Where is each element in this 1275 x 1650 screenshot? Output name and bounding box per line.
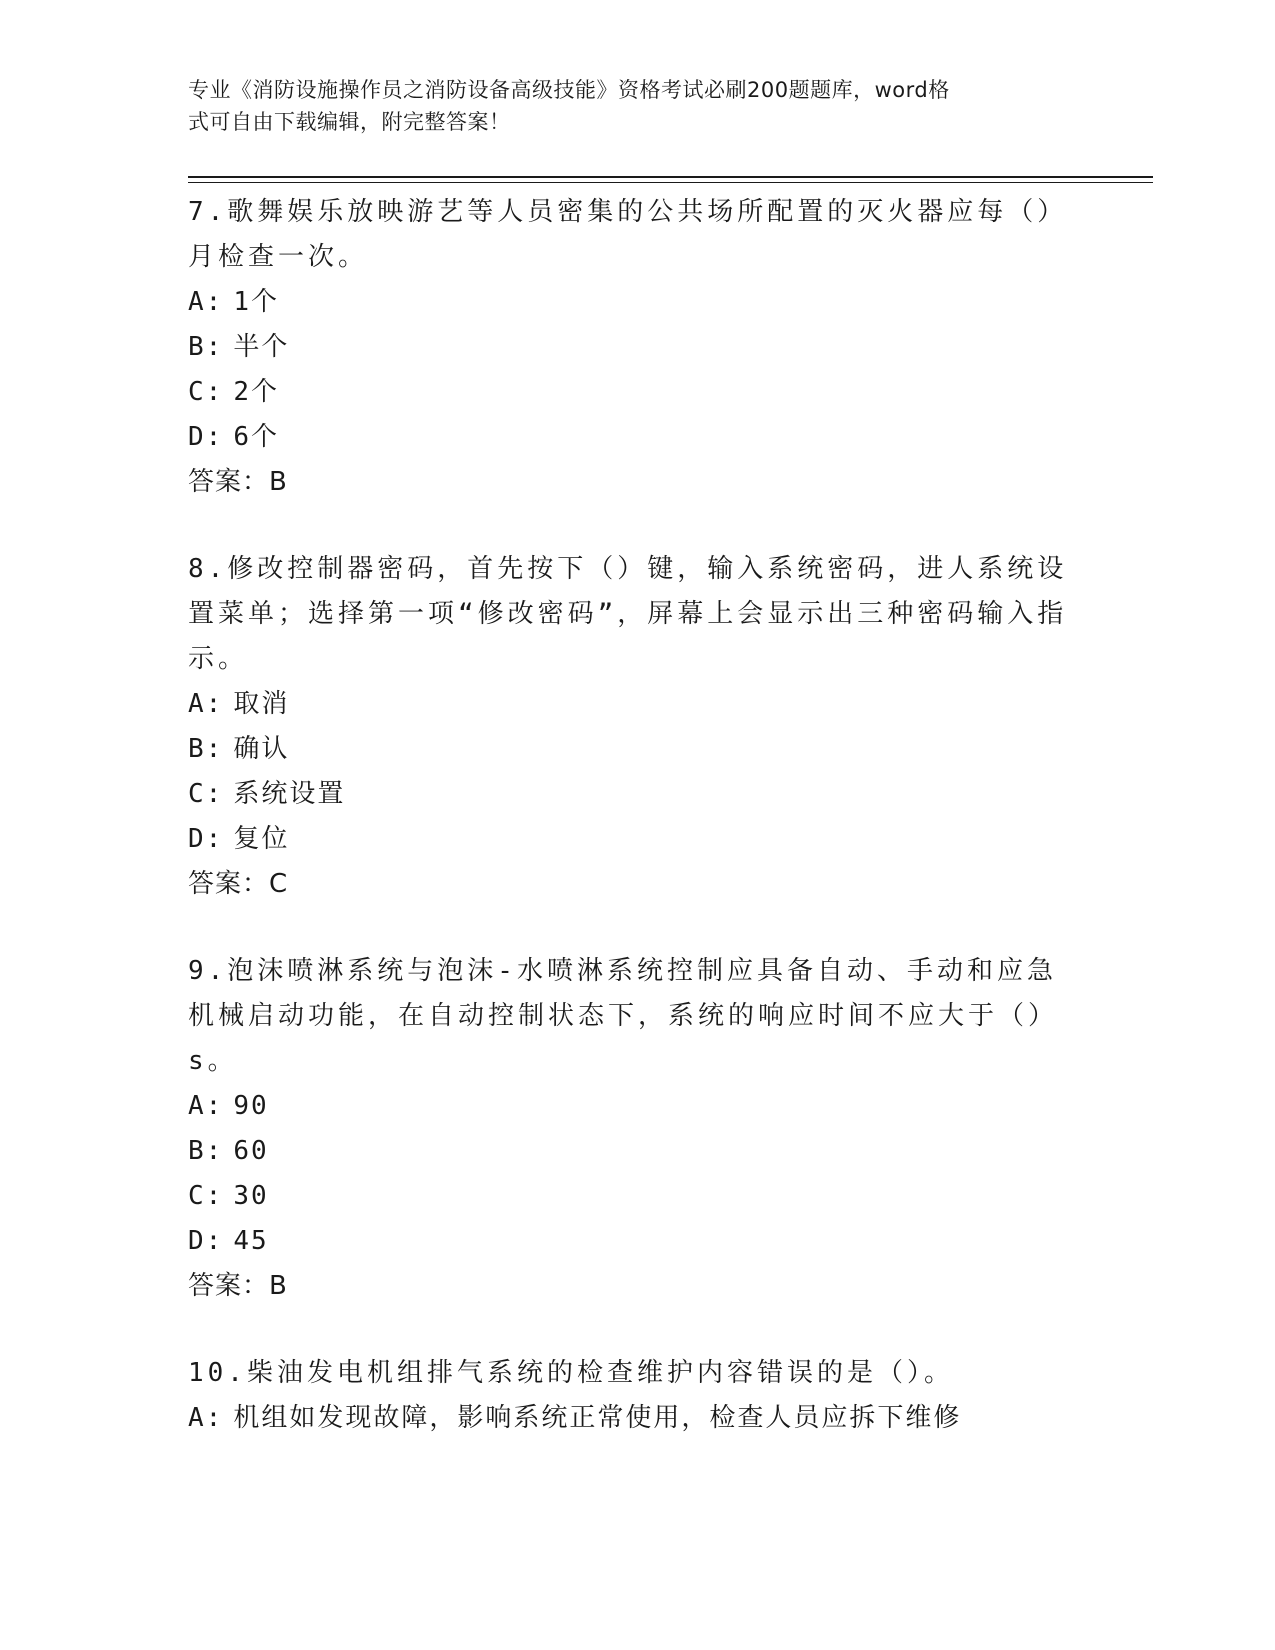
question-7	[188, 190, 1078, 505]
question-text: 9.泡沫喷淋系统与泡沫-水喷淋系统控制应具备自动、手动和应急机械启动功能，在自动控制状态下，系统的响应时间不应大于（）s。	[188, 956, 1059, 1076]
option-c: C: 系统设置	[188, 779, 346, 809]
option-d: D: 45	[188, 1226, 269, 1256]
option-c: C: 30	[188, 1181, 269, 1211]
option-a: A: 机组如发现故障，影响系统正常使用，检查人员应拆下维修	[188, 1403, 962, 1433]
option-a: A: 取消	[188, 689, 290, 719]
answer-line: 答案：B	[188, 1271, 288, 1301]
document-header	[188, 74, 1068, 138]
option-b: B: 60	[188, 1136, 269, 1166]
question-8	[188, 547, 1078, 907]
question-list	[188, 190, 1078, 1483]
header-divider-thick	[188, 176, 1153, 178]
question-text: 8.修改控制器密码，首先按下（）键，输入系统密码，进人系统设置菜单；选择第一项“修改密码”，屏幕上会显示出三种密码输入指示。	[188, 554, 1068, 674]
header-line-1: 专业《消防设施操作员之消防设备高级技能》资格考试必刷200题题库，word格	[188, 78, 950, 102]
option-d: D: 复位	[188, 824, 290, 854]
question-10	[188, 1351, 1078, 1441]
header-line-2: 式可自由下载编辑，附完整答案！	[188, 110, 511, 134]
option-a: A: 90	[188, 1091, 269, 1121]
question-text: 7.歌舞娱乐放映游艺等人员密集的公共场所配置的灭火器应每（）月检查一次。	[188, 197, 1068, 272]
option-c: C: 2个	[188, 377, 279, 407]
answer-line: 答案：C	[188, 869, 289, 899]
option-b: B: 半个	[188, 332, 290, 362]
option-b: B: 确认	[188, 734, 290, 764]
question-text: 10.柴油发电机组排气系统的检查维护内容错误的是（）。	[188, 1358, 954, 1388]
header-divider-thin	[188, 182, 1153, 183]
option-d: D: 6个	[188, 422, 279, 452]
answer-line: 答案：B	[188, 467, 288, 497]
option-a: A: 1个	[188, 287, 279, 317]
question-9	[188, 949, 1078, 1309]
